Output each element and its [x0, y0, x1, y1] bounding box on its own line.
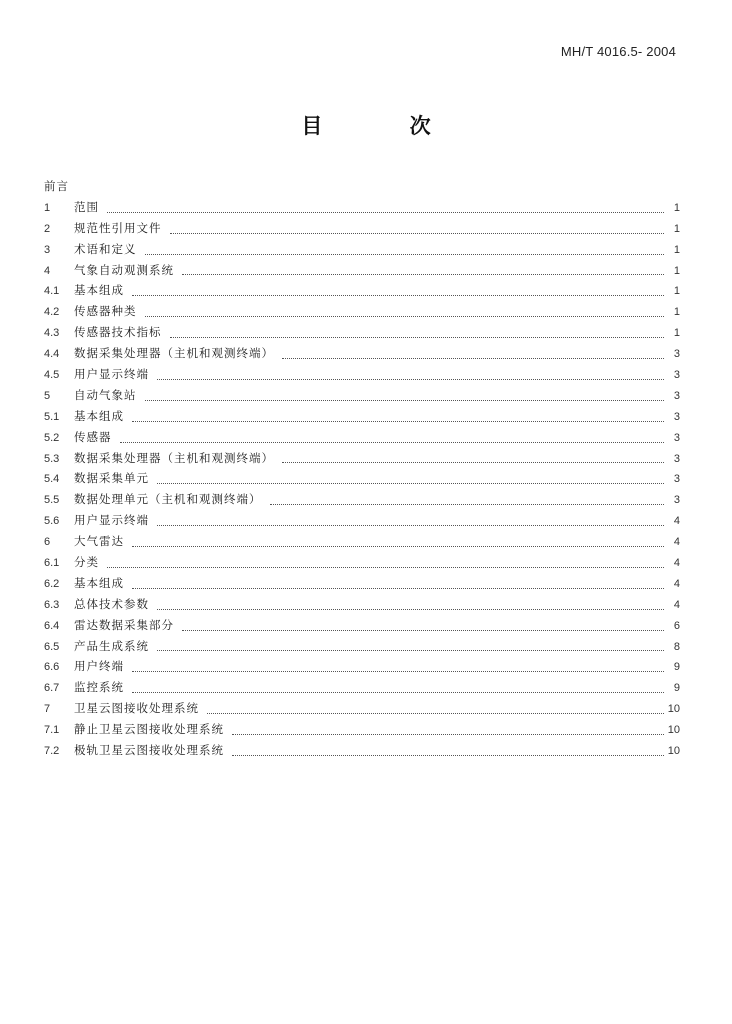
toc-entry-title: 术语和定义	[74, 241, 137, 256]
toc-entry-title: 数据采集单元	[74, 471, 149, 486]
toc-entry-number: 7.1	[44, 724, 60, 737]
toc-entry-number: 5.5	[44, 494, 60, 507]
toc-dot-leader	[145, 399, 665, 401]
toc-dot-leader	[170, 336, 665, 338]
toc-entry-page: 10	[667, 724, 680, 737]
toc-entry-page: 4	[673, 577, 680, 590]
toc-dot-leader	[282, 357, 664, 359]
toc-entry-number: 6.3	[44, 598, 60, 611]
toc-entry-page: 1	[673, 201, 680, 214]
toc-entry[interactable]	[44, 364, 680, 385]
toc-entry-title: 传感器	[74, 429, 112, 444]
toc-entry-number: 6	[44, 536, 51, 549]
toc-entry[interactable]	[44, 656, 680, 677]
toc-entry-number: 5.2	[44, 431, 60, 444]
toc-dot-leader	[182, 273, 664, 275]
toc-entry-number: 5.4	[44, 473, 60, 486]
toc-entry-page: 3	[673, 369, 680, 382]
toc-entry-page: 9	[673, 661, 680, 674]
toc-dot-leader	[282, 461, 664, 463]
toc-entry[interactable]	[44, 385, 680, 406]
toc-entry-number: 4.1	[44, 285, 60, 298]
toc-entry-number: 4.5	[44, 369, 60, 382]
toc-dot-leader	[157, 608, 664, 610]
toc-entry[interactable]	[44, 719, 680, 740]
toc-entry[interactable]	[44, 615, 680, 636]
toc-entries	[44, 197, 680, 761]
toc-entry[interactable]	[44, 489, 680, 510]
toc-entry-page: 10	[667, 745, 680, 758]
toc-entry-number: 2	[44, 222, 51, 235]
toc-entry-page: 10	[667, 703, 680, 716]
toc-entry-number: 3	[44, 243, 51, 256]
toc-entry-number: 6.1	[44, 557, 60, 570]
toc-entry[interactable]	[44, 552, 680, 573]
toc-entry[interactable]	[44, 322, 680, 343]
toc-entry-page: 1	[673, 243, 680, 256]
toc-entry-number: 6.4	[44, 619, 60, 632]
toc-entry-title: 传感器种类	[74, 304, 137, 319]
toc-entry[interactable]	[44, 594, 680, 615]
toc-title: 目 次	[301, 114, 471, 138]
toc-entry-number: 4.2	[44, 306, 60, 319]
toc-dot-leader	[157, 524, 664, 526]
toc-dot-leader	[132, 545, 664, 547]
toc-entry-title: 总体技术参数	[74, 596, 149, 611]
toc-entry-title: 自动气象站	[74, 387, 137, 402]
toc-entry[interactable]	[44, 468, 680, 489]
document-code: MH/T 4016.5- 2004	[560, 44, 676, 59]
toc-entry-title: 基本组成	[74, 408, 124, 423]
toc-preface-label: 前言	[44, 179, 69, 193]
toc-entry-page: 8	[673, 640, 680, 653]
toc-dot-leader	[132, 294, 664, 296]
toc-entry-title: 基本组成	[74, 575, 124, 590]
toc-entry-number: 6.5	[44, 640, 60, 653]
toc-entry-title: 规范性引用文件	[74, 220, 162, 235]
toc-entry-page: 4	[673, 515, 680, 528]
toc-dot-leader	[182, 629, 664, 631]
toc-entry-number: 5.1	[44, 410, 60, 423]
toc-entry[interactable]	[44, 280, 680, 301]
toc-entry[interactable]	[44, 197, 680, 218]
toc-entry-title: 数据采集处理器（主机和观测终端）	[74, 346, 274, 361]
toc-entry[interactable]	[44, 343, 680, 364]
toc-entry-page: 3	[673, 494, 680, 507]
toc-entry-page: 4	[673, 598, 680, 611]
toc-entry-title: 监控系统	[74, 680, 124, 695]
toc-entry-title: 数据采集处理器（主机和观测终端）	[74, 450, 274, 465]
toc-entry-title: 数据处理单元（主机和观测终端）	[74, 492, 262, 507]
toc-entry-page: 3	[673, 473, 680, 486]
toc-entry-title: 雷达数据采集部分	[74, 617, 174, 632]
toc-entry-title: 大气雷达	[74, 534, 124, 549]
toc-entry-title: 传感器技术指标	[74, 325, 162, 340]
toc-dot-leader	[157, 482, 664, 484]
toc-dot-leader	[157, 649, 664, 651]
toc-entry-number: 5.6	[44, 515, 60, 528]
toc-entry-number: 6.7	[44, 682, 60, 695]
toc-entry-number: 1	[44, 201, 51, 214]
toc-entry-number: 6.2	[44, 577, 60, 590]
toc-entry-title: 产品生成系统	[74, 638, 149, 653]
toc-entry-page: 3	[673, 348, 680, 361]
toc-entry-number: 5	[44, 389, 51, 402]
toc-entry[interactable]	[44, 260, 680, 281]
toc-entry-page: 3	[673, 452, 680, 465]
toc-dot-leader	[132, 420, 664, 422]
toc-dot-leader	[132, 587, 664, 589]
toc-dot-leader	[107, 211, 664, 213]
toc-dot-leader	[107, 566, 664, 568]
toc-entry[interactable]	[44, 427, 680, 448]
toc-entry-number: 4.4	[44, 348, 60, 361]
toc-entry-page: 3	[673, 410, 680, 423]
toc-dot-leader	[207, 712, 664, 714]
toc-entry-page: 1	[673, 285, 680, 298]
toc-dot-leader	[170, 232, 665, 234]
toc-dot-leader	[145, 315, 665, 317]
toc-dot-leader	[145, 253, 665, 255]
toc-entry-page: 3	[673, 389, 680, 402]
toc-entry-page: 4	[673, 536, 680, 549]
toc-entry[interactable]	[44, 677, 680, 698]
toc-entry-number: 7.2	[44, 745, 60, 758]
toc-entry-title: 范围	[74, 199, 99, 214]
toc-entry-title: 用户显示终端	[74, 513, 149, 528]
toc-entry-title: 气象自动观测系统	[74, 262, 174, 277]
toc-entry[interactable]	[44, 531, 680, 552]
toc-dot-leader	[132, 691, 664, 693]
toc-entry[interactable]	[44, 636, 680, 657]
toc-entry[interactable]	[44, 218, 680, 239]
toc-entry-page: 1	[673, 222, 680, 235]
toc-dot-leader	[232, 754, 664, 756]
toc-preface[interactable]	[44, 176, 680, 197]
toc-entry[interactable]	[44, 698, 680, 719]
toc-entry-page: 3	[673, 431, 680, 444]
toc-entry-number: 6.6	[44, 661, 60, 674]
toc-entry-page: 1	[673, 306, 680, 319]
toc-entry-number: 7	[44, 703, 51, 716]
toc-entry[interactable]	[44, 510, 680, 531]
toc-dot-leader	[132, 670, 664, 672]
toc-dot-leader	[120, 441, 665, 443]
toc-entry[interactable]	[44, 301, 680, 322]
toc-entry-page: 4	[673, 557, 680, 570]
toc-entry-title: 极轨卫星云图接收处理系统	[74, 743, 224, 758]
table-of-contents	[44, 176, 680, 761]
toc-entry-page: 9	[673, 682, 680, 695]
toc-entry-title: 静止卫星云图接收处理系统	[74, 722, 224, 737]
toc-entry[interactable]	[44, 239, 680, 260]
toc-entry-title: 用户显示终端	[74, 367, 149, 382]
toc-entry-title: 卫星云图接收处理系统	[74, 701, 199, 716]
toc-entry-title: 用户终端	[74, 659, 124, 674]
toc-dot-leader	[157, 378, 664, 380]
toc-entry-title: 基本组成	[74, 283, 124, 298]
toc-entry[interactable]	[44, 573, 680, 594]
toc-entry[interactable]	[44, 740, 680, 761]
toc-entry[interactable]	[44, 406, 680, 427]
toc-dot-leader	[270, 503, 665, 505]
toc-entry-page: 1	[673, 264, 680, 277]
toc-entry[interactable]	[44, 448, 680, 469]
toc-dot-leader	[232, 733, 664, 735]
toc-entry-number: 4	[44, 264, 51, 277]
toc-entry-page: 6	[673, 619, 680, 632]
toc-entry-number: 5.3	[44, 452, 60, 465]
toc-entry-number: 4.3	[44, 327, 60, 340]
toc-entry-page: 1	[673, 327, 680, 340]
toc-entry-title: 分类	[74, 555, 99, 570]
